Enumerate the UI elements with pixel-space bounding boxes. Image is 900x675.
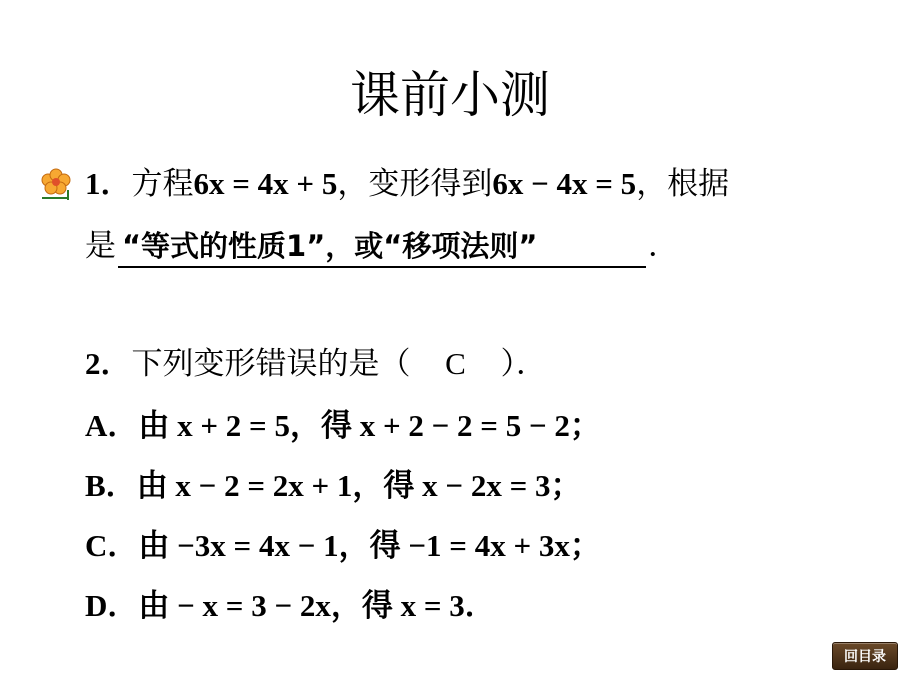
option-c-text: 由 −3x = 4x − 1，得 −1 = 4x + 3x； [138,528,601,563]
option-a-label: A． [85,408,139,443]
question-2-answer: C [445,346,466,381]
question-1-answer-blank [118,226,646,268]
option-a [85,406,601,446]
option-d-text: 由 − x = 3 − 2x，得 x = 3． [138,588,496,623]
question-2-line [85,344,547,384]
question-1-equation-2: 6x − 4x = 5 [492,166,637,201]
question-1-text-d: 是 [85,228,116,264]
option-d-label: D． [85,588,139,623]
question-2-text: 下列变形错误的是（ [131,346,411,382]
question-1-text-b: ，变形得到 [337,166,493,202]
option-c [85,526,601,566]
question-1-text-c: ，根据 [636,166,730,202]
question-1-answer: “等式的性质1”，或“移项法则” [122,229,538,263]
option-d [85,586,496,626]
slide-title: 课前小测 [350,66,550,124]
question-1-number: 1． [85,166,132,201]
option-a-text: 由 x + 2 = 5，得 x + 2 − 2 = 5 − 2； [138,408,601,443]
flower-icon [38,168,74,202]
back-to-contents-button[interactable]: 回目录 [832,642,898,670]
question-1-text-a: 方程 [131,166,194,202]
question-2-end: ）． [500,346,547,382]
option-b-text: 由 x − 2 = 2x + 1，得 x − 2x = 3； [136,468,582,503]
question-1-end: ． [648,228,679,264]
option-b-label: B． [85,468,137,503]
question-1-line-2 [85,226,679,268]
option-c-label: C． [85,528,139,563]
question-2-number: 2． [85,346,132,381]
question-1-line-1 [85,164,729,204]
option-b [85,466,582,506]
question-1-equation-1: 6x = 4x + 5 [193,166,338,201]
